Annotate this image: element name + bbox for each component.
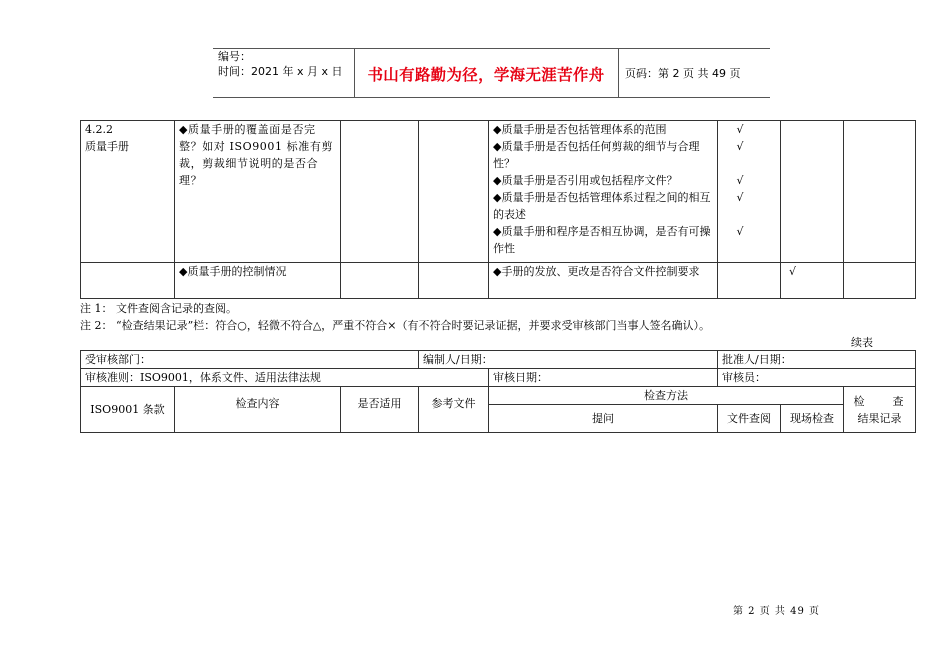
header-bottom-rule xyxy=(213,97,770,98)
header-motto: 书山有路勤为径，学海无涯苦作舟 xyxy=(367,66,605,84)
note-2: 注 2： “检查结果记录”栏：符合○，轻微不符合△，严重不符合×（有不符合时要记录证据，并要求受审核部门当事人签名确认）。 xyxy=(80,319,711,332)
question-item: ◆质量手册是否包括管理体系的范围 xyxy=(493,123,667,136)
page-footer: 第 2 页 共 49 页 xyxy=(733,606,820,617)
header-divider xyxy=(618,48,619,97)
header-page-label: 页码：第 2 页 共 49 页 xyxy=(625,67,741,80)
result-cell xyxy=(844,263,916,299)
doc-number-label: 编号： xyxy=(218,50,251,63)
check-mark: √ xyxy=(736,174,744,187)
doc-time-label: 时间：2021 年 x 月 x 日 xyxy=(218,65,343,78)
applicable-cell xyxy=(341,121,419,263)
check-mark: √ xyxy=(736,140,744,153)
question-item: ◆质量手册是否引用或包括程序文件？ xyxy=(493,174,678,187)
clause-number: 4.2.2 xyxy=(85,123,113,136)
question-item: ◆质量手册和程序是否相互协调，是否有可操作性 xyxy=(493,225,711,255)
site-check-cell: √ xyxy=(781,263,844,299)
notes xyxy=(80,300,710,334)
note-1: 注 1： 文件查阅含记录的查阅。 xyxy=(80,302,237,315)
question-item: ◆质量手册是否包括管理体系过程之间的相互的表述 xyxy=(493,191,711,221)
col-header-site-check: 现场检查 xyxy=(781,405,844,433)
col-header-result-line2: 结果记录 xyxy=(857,411,902,425)
col-header-method: 检查方法 xyxy=(489,387,844,405)
applicable-cell xyxy=(341,263,419,299)
check-mark: √ xyxy=(736,123,744,136)
col-header-applicable: 是否适用 xyxy=(341,387,419,433)
criteria-field: 审核准则：ISO9001，体系文件、适用法律法规 xyxy=(81,369,489,387)
question-cell: ◆手册的发放、更改是否符合文件控制要求 xyxy=(489,263,718,299)
clause-cell xyxy=(81,121,175,263)
dept-field: 受审核部门： xyxy=(81,351,419,369)
result-cell xyxy=(844,121,916,263)
approver-field: 批准人/日期： xyxy=(718,351,916,369)
reference-cell xyxy=(419,121,489,263)
check-content-cell: ◆质量手册的覆盖面是否完整？如对 ISO9001 标准有剪裁，剪裁细节说明的是否合理？ xyxy=(175,121,341,263)
question-cell xyxy=(489,121,718,263)
audit-table xyxy=(80,120,916,299)
question-item: ◆质量手册是否包括任何剪裁的细节与合理性？ xyxy=(493,140,700,170)
col-header-content: 检查内容 xyxy=(175,387,341,433)
check-content-cell: ◆质量手册的控制情况 xyxy=(175,263,341,299)
doc-review-cell xyxy=(718,121,781,263)
col-header-clause: ISO9001 条款 xyxy=(81,387,175,433)
clause-cell xyxy=(81,263,175,299)
header-meta xyxy=(218,49,343,79)
continued-label: 续表 xyxy=(851,336,873,349)
reference-cell xyxy=(419,263,489,299)
col-header-question: 提问 xyxy=(489,405,718,433)
clause-name: 质量手册 xyxy=(85,140,129,153)
check-mark: √ xyxy=(736,191,744,204)
editor-field: 编制人/日期： xyxy=(419,351,718,369)
doc-review-cell xyxy=(718,263,781,299)
col-header-doc-review: 文件查阅 xyxy=(718,405,781,433)
col-header-result xyxy=(844,387,916,433)
auditor-field: 审核员： xyxy=(718,369,916,387)
form-table xyxy=(80,350,916,433)
check-mark: √ xyxy=(736,225,744,238)
col-header-reference: 参考文件 xyxy=(419,387,489,433)
col-header-result-line1: 检 查 xyxy=(853,394,906,408)
site-check-cell xyxy=(781,121,844,263)
audit-date-field: 审核日期： xyxy=(489,369,718,387)
